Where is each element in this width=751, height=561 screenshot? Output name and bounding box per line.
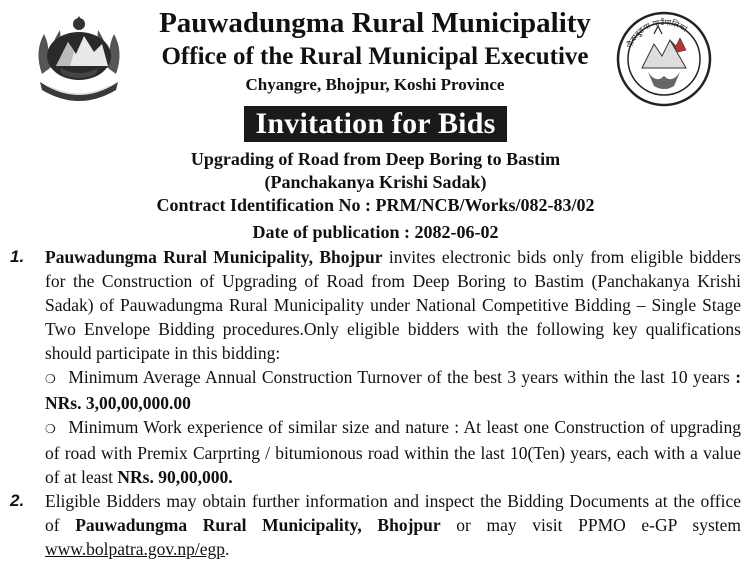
list-item <box>0 489 751 561</box>
bidder-org-bold: Pauwadungma Rural Municipality, Bhojpur <box>45 247 383 267</box>
item-paragraph: Eligible Bidders may obtain further information and inspect the Bidding Documents at the office of Pauwadungma Rural Municipality, Bhojpur or may visit PPMO e-GP system www.bolpatra.gov.np/egp. <box>45 491 741 559</box>
list-item <box>0 245 751 489</box>
notice-body <box>0 245 751 561</box>
project-title-line1: Upgrading of Road from Deep Boring to Bastim <box>190 149 561 169</box>
seal-text-top: पौवादुङमा गाउँपालिका <box>625 17 689 50</box>
nepal-emblem-icon <box>30 12 128 104</box>
circle-bullet-icon: ❍ <box>45 422 56 436</box>
publication-date: Date of publication : 2082-06-02 <box>252 222 499 242</box>
project-title-line2: (Panchakanya Krishi Sadak) <box>264 172 487 192</box>
circle-bullet-icon: ❍ <box>45 372 56 386</box>
item-number: 2. <box>10 491 25 510</box>
office-address: Chyangre, Bhojpur, Koshi Province <box>245 75 505 94</box>
org-name: Pauwadungma Rural Municipality <box>159 7 591 39</box>
contract-identification: Contract Identification No : PRM/NCB/Works/082-83/02 <box>156 195 595 215</box>
qualification-turnover: ❍ Minimum Average Annual Construction Turnover of the best 3 years within the last 10 years : NRs. 3,00,00,000.00 <box>45 367 742 413</box>
municipality-seal-icon <box>614 10 714 108</box>
item-paragraph: Pauwadungma Rural Municipality, Bhojpur invites electronic bids only from eligible bidders for the Construction of Upgrading of Road from Deep Boring to Bastim (Panchakanya Krishi Sadak) of Pauwadungma Rural Municipality under National Competitive Bidding – Single Stage Two Envelope Bidding procedures.Only eligible bidders with the following key qualifications should participate in this bidding: <box>45 247 741 363</box>
item-number: 1. <box>10 247 25 266</box>
notice-title-banner: Invitation for Bids <box>244 106 508 142</box>
office-name: Office of the Rural Municipal Executive <box>161 43 589 70</box>
qualification-experience: ❍ Minimum Work experience of similar size and nature : At least one Construction of upgrading of road with Premix Carprting / bitumionous road within the last 10(Ten) years, each with a value of at least NRs. 90,00,000. <box>45 417 741 487</box>
egp-link[interactable]: www.bolpatra.gov.np/egp <box>45 539 225 559</box>
